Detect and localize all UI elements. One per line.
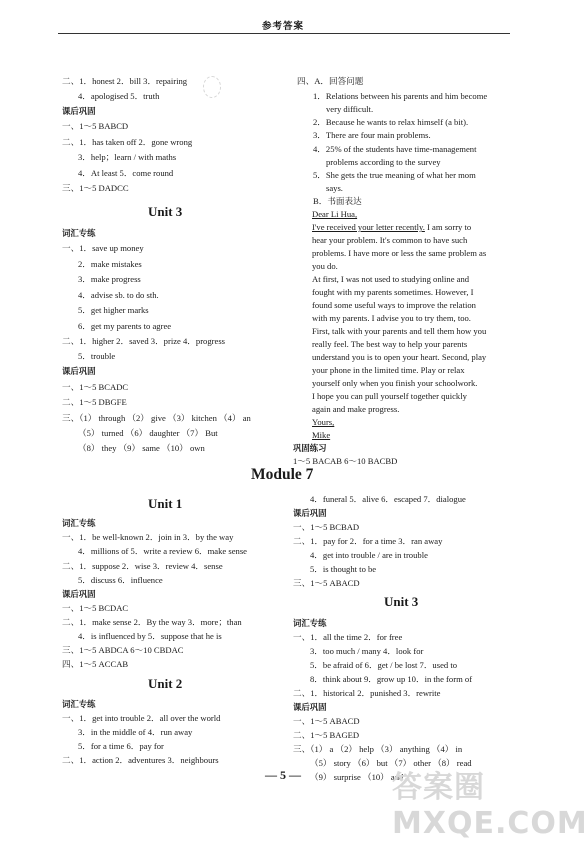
- text-line: 一、1．save up money: [62, 243, 144, 253]
- text-line: 4．get into trouble / are in trouble: [310, 550, 428, 560]
- text-line: （5） story （6） but （7） other （8） read: [310, 758, 472, 768]
- text-line: 二、1～5 DBGFE: [62, 397, 127, 407]
- text-line: 3．in the middle of 4．run away: [78, 727, 193, 737]
- section-heading: 课后巩固: [62, 106, 96, 116]
- text-line: 一、1～5 BABCD: [62, 121, 129, 131]
- text-line: really feel. The best way to help your parents: [312, 339, 468, 349]
- letter-greeting: Dear Li Hua,: [312, 209, 358, 219]
- text-line: 二、1．suppose 2．wise 3．review 4．sense: [62, 561, 223, 571]
- text-line: 二、1．historical 2．punished 3．rewrite: [293, 688, 441, 698]
- stamp-mark: [203, 76, 221, 98]
- section-heading: 课后巩固: [293, 702, 327, 712]
- text-line: 二、1～5 BAGED: [293, 730, 360, 740]
- section-heading: 课后巩固: [62, 366, 96, 376]
- text-line: 二、1．has taken off 2．gone wrong: [62, 137, 193, 147]
- text-line: 3．There are four main problems.: [313, 130, 431, 140]
- text-line: （9） surprise （10） and: [310, 772, 404, 782]
- unit-title: Unit 2: [148, 676, 183, 691]
- text-line: 1．Relations between his parents and him become: [313, 91, 488, 101]
- text-line: （5） turned （6） daughter （7） But: [78, 428, 218, 438]
- text-line: 三、1～5 ABACD: [293, 578, 360, 588]
- text-line: 二、1．higher 2．saved 3．prize 4．progress: [62, 336, 226, 346]
- text-line: says.: [326, 183, 343, 193]
- text-line: 四、A．回答问题: [297, 76, 364, 86]
- text-line: 2．make mistakes: [78, 259, 142, 269]
- text-line: 4．is influenced by 5．suppose that he is: [78, 631, 222, 641]
- text-line: very difficult.: [326, 104, 374, 114]
- text-line: At first, I was not used to studying online and: [312, 274, 470, 284]
- text-line: 四、1～5 ACCAB: [62, 659, 129, 669]
- text-line: 4．advise sb. to do sth.: [78, 290, 159, 300]
- text-line: 4．At least 5．come round: [78, 168, 174, 178]
- text-line: fought with my parents sometimes. However, I: [312, 287, 474, 297]
- section-heading: 课后巩固: [62, 589, 96, 599]
- text-line: you do.: [312, 261, 338, 271]
- text-line: 二、1．make sense 2．By the way 3．more；than: [62, 617, 242, 627]
- text-line: [312, 222, 471, 233]
- text-line: 一、1～5 BCBAD: [293, 522, 360, 532]
- text-line: 4．25% of the students have time-management: [313, 144, 477, 154]
- text-line: 一、1．be well-known 2．join in 3．by the way: [62, 532, 234, 542]
- text-line: 二、1．action 2．adventures 3．neighbours: [62, 755, 219, 765]
- header-rule: [58, 33, 510, 34]
- text-line: 一、1～5 ABACD: [293, 716, 360, 726]
- text-line: 3．help；learn / with maths: [78, 152, 177, 162]
- unit-title: Unit 1: [148, 496, 183, 511]
- text-line: 一、1～5 BCADC: [62, 382, 129, 392]
- text-line: 二、1．pay for 2．for a time 3．ran away: [293, 536, 443, 546]
- text-line: with my parents. I advise you to try them, too.: [312, 313, 471, 323]
- section-heading: 词汇专练: [293, 618, 327, 628]
- text-line: understand you is to open your heart. Second, play: [312, 352, 487, 362]
- text-line: your phone in the limited time. Play or relax: [312, 365, 465, 375]
- text-line: 5．discuss 6．influence: [78, 575, 163, 585]
- text-line: First, talk with your parents and tell them how you: [312, 326, 487, 336]
- text-line: 一、1．all the time 2．for free: [293, 632, 403, 642]
- text-line: 一、1～5 BCDAC: [62, 603, 129, 613]
- text-fragment: I am sorry to: [424, 222, 472, 232]
- text-line: 5．for a time 6．pay for: [78, 741, 164, 751]
- text-line: 二、1．honest 2．bill 3．repairing: [62, 76, 188, 86]
- page-number: — 5 —: [265, 768, 301, 782]
- text-line: yourself only when you finish your schoolwork.: [312, 378, 478, 388]
- text-line: 5．is thought to be: [310, 564, 377, 574]
- text-line: 4．funeral 5．alive 6．escaped 7．dialogue: [310, 494, 466, 504]
- text-line: （8） they （9） same （10） own: [78, 443, 205, 453]
- text-line: problems according to the survey: [326, 157, 441, 167]
- text-line: 4．millions of 5．write a review 6．make sense: [78, 546, 247, 556]
- letter-closing: Yours,: [312, 417, 335, 427]
- unit-title: Unit 3: [384, 594, 419, 609]
- text-line: hear your problem. It's common to have such: [312, 235, 468, 245]
- text-line: 6．get my parents to agree: [78, 321, 172, 331]
- text-line: 2．Because he wants to relax himself (a bit).: [313, 117, 469, 127]
- text-line: 8．think about 9．grow up 10．in the form of: [310, 674, 473, 684]
- text-line: B．书面表达: [313, 196, 362, 206]
- text-line: 5．trouble: [78, 351, 116, 361]
- underlined-sentence: I've received your letter recently.: [312, 222, 425, 232]
- section-heading: 巩固练习: [293, 443, 327, 453]
- section-heading: 课后巩固: [293, 508, 327, 518]
- text-line: 1～5 BACAB 6～10 BACBD: [293, 456, 398, 466]
- page-header: 参考答案: [261, 21, 304, 32]
- letter-signature: Mike: [312, 430, 331, 440]
- section-heading: 词汇专练: [62, 518, 96, 528]
- section-heading: 词汇专练: [62, 699, 96, 709]
- watermark: 答案圈 MXQE.COM: [392, 770, 588, 841]
- text-line: 3．make progress: [78, 274, 141, 284]
- text-line: 三、1～5 DADCC: [62, 183, 129, 193]
- text-line: 三、（1） through （2） give （3） kitchen （4） an: [62, 413, 251, 423]
- module-title: Module 7: [251, 466, 314, 483]
- text-line: found some useful ways to improve the relation: [312, 300, 476, 310]
- text-line: 3．too much / many 4．look for: [310, 646, 424, 656]
- text-line: I hope you can pull yourself together quickly: [312, 391, 467, 401]
- section-heading: 词汇专练: [62, 228, 96, 238]
- text-line: problems. I have more or less the same problem as: [312, 248, 487, 258]
- text-line: 5．She gets the true meaning of what her mom: [313, 170, 476, 180]
- text-line: 三、（1） a （2） help （3） anything （4） in: [293, 744, 463, 754]
- text-line: 三、1～5 ABDCA 6～10 CBDAC: [62, 645, 184, 655]
- text-line: 一、1．get into trouble 2．all over the world: [62, 713, 221, 723]
- text-line: 5．be afraid of 6．get / be lost 7．used to: [310, 660, 458, 670]
- text-line: 4．apologised 5．truth: [78, 91, 160, 101]
- unit-title: Unit 3: [148, 204, 183, 219]
- text-line: again and make progress.: [312, 404, 400, 414]
- text-line: 5．get higher marks: [78, 305, 149, 315]
